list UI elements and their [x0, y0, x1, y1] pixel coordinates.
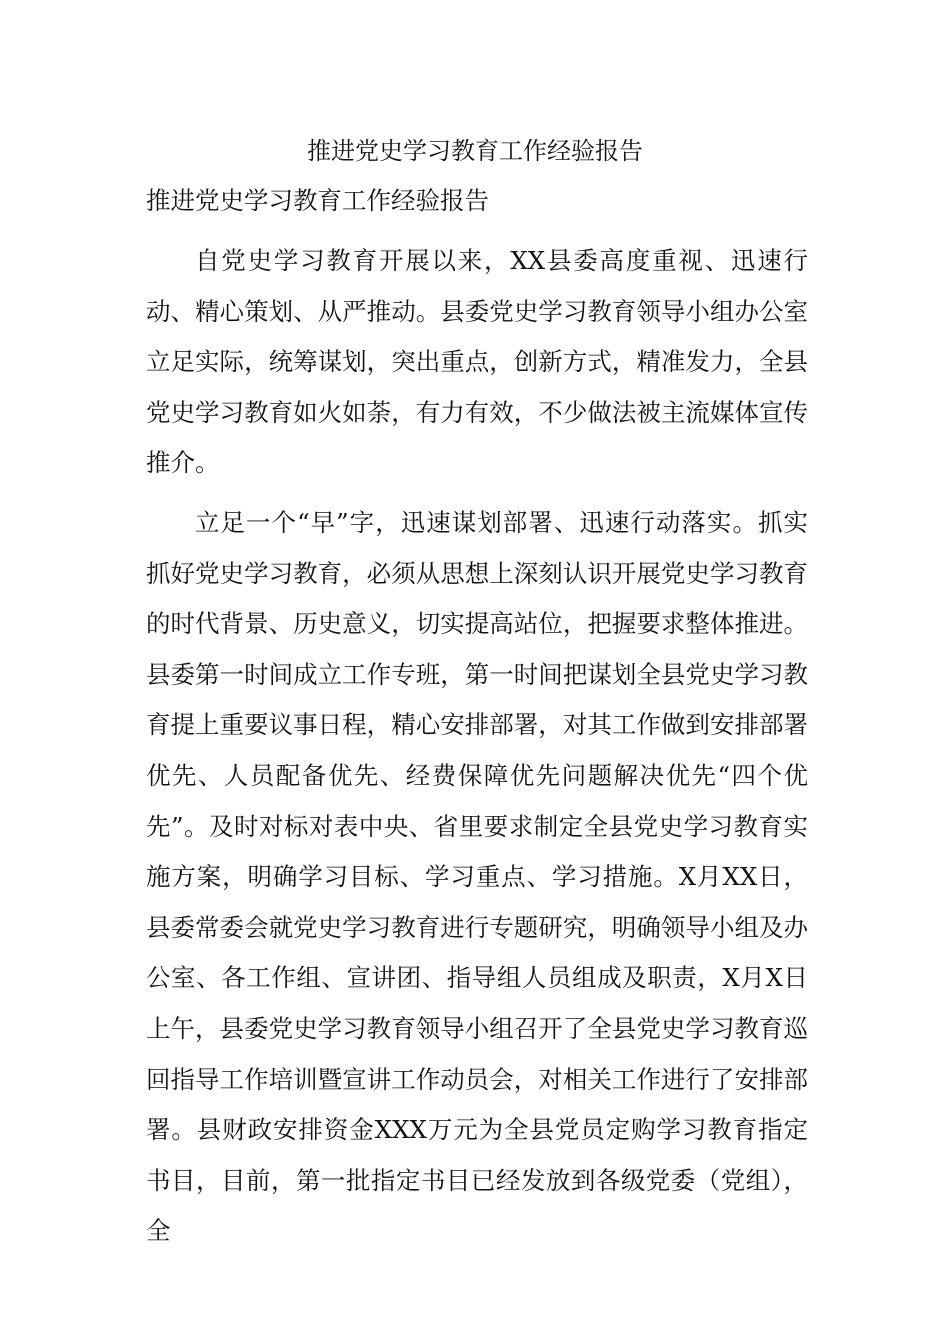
- document-subtitle: 推进党史学习教育工作经验报告: [146, 186, 489, 215]
- document-title: 推进党史学习教育工作经验报告: [307, 137, 643, 165]
- document-body: [146, 183, 808, 1257]
- paragraph-early-deployment: 立足一个“早”字，迅速谋划部署、迅速行动落实。抓实抓好党史学习教育，必须从思想上深刻认识开展党史学习教育的时代背景、历史意义，切实提高站位，把握要求整体推进。县委第一时间成立工作专班，第一时间把谋划全县党史学习教育提上重要议事日程，精心安排部署，对其工作做到安排部署优先、人员配备优先、经费保障优先问题解决优先“四个优先”。及时对标对表中央、省里要求制定全县党史学习教育实施方案，明确学习目标、学习重点、学习措施。X月XX日，县委常委会就党史学习教育进行专题研究，明确领导小组及办公室、各工作组、宣讲团、指导组人员组成及职责，X月X日上午，县委党史学习教育领导小组召开了全县党史学习教育巡回指导工作培训暨宣讲工作动员会，对相关工作进行了安排部署。县财政安排资金XXX万元为全县党员定购学习教育指定书目，目前，第一批指定书目已经发放到各级党委（党组），全: [146, 507, 808, 1246]
- paragraph-intro: 自党史学习教育开展以来，XX县委高度重视、迅速行动、精心策划、从严推动。县委党史学习教育领导小组办公室立足实际，统筹谋划，突出重点，创新方式，精准发力，全县党史学习教育如火如荼，有力有效，不少做法被主流媒体宣传推介。: [146, 246, 808, 478]
